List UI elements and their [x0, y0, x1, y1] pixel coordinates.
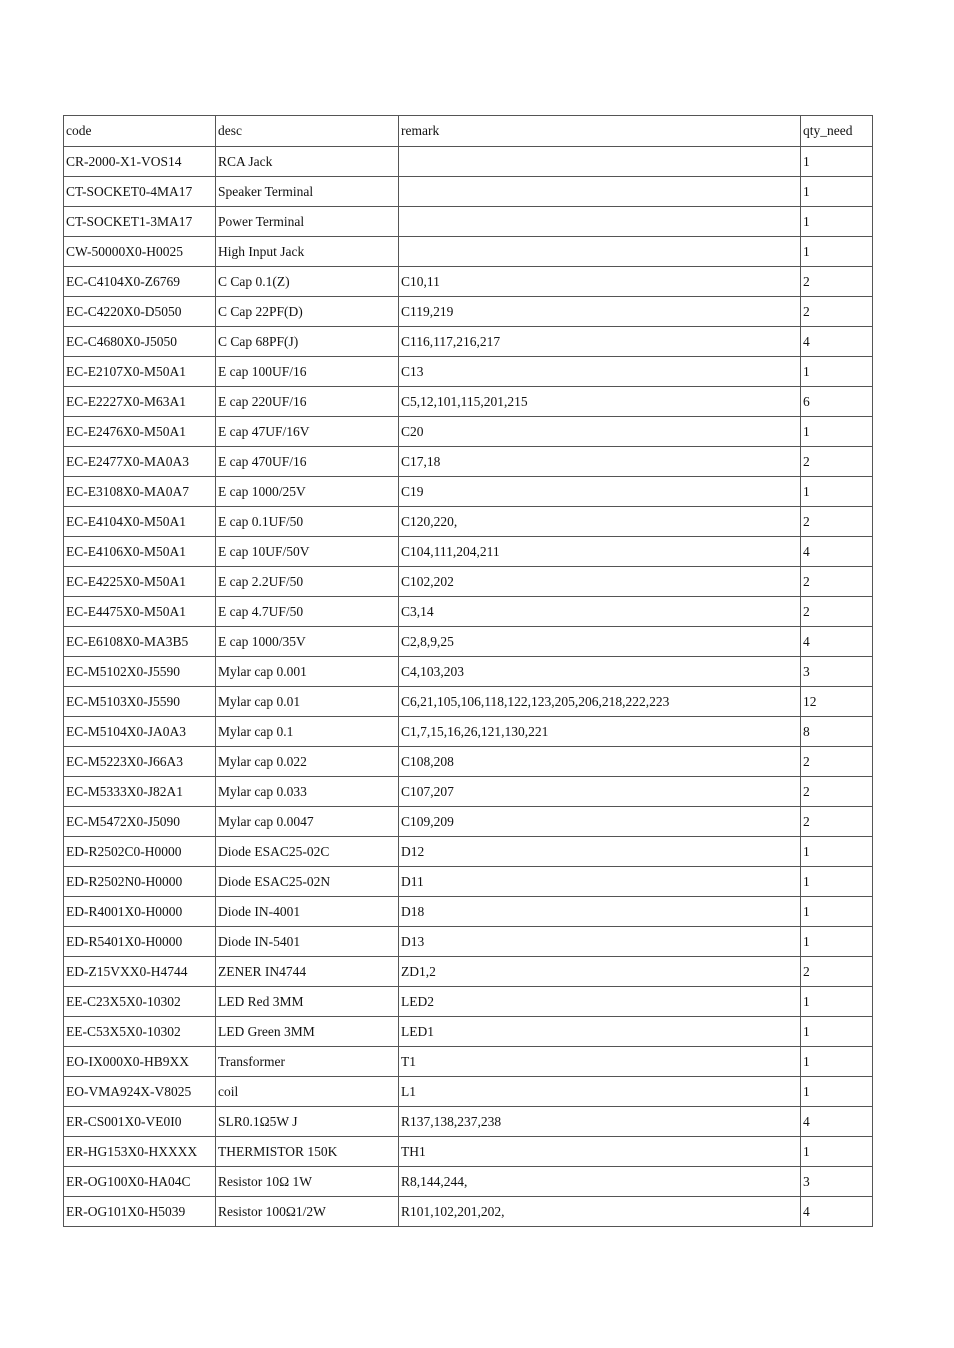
cell-desc: E cap 100UF/16 — [216, 357, 399, 387]
cell-remark: R8,144,244, — [399, 1167, 801, 1197]
table-row — [64, 1077, 873, 1107]
cell-desc: E cap 4.7UF/50 — [216, 597, 399, 627]
header-remark: remark — [399, 116, 801, 147]
cell-desc: E cap 10UF/50V — [216, 537, 399, 567]
cell-qty-need: 2 — [801, 267, 873, 297]
table-row — [64, 1107, 873, 1137]
cell-qty-need: 1 — [801, 987, 873, 1017]
cell-code: EC-M5223X0-J66A3 — [64, 747, 216, 777]
cell-qty-need: 1 — [801, 147, 873, 177]
table-row — [64, 447, 873, 477]
cell-remark: C6,21,105,106,118,122,123,205,206,218,222,223 — [399, 687, 801, 717]
cell-desc: E cap 470UF/16 — [216, 447, 399, 477]
cell-remark: R137,138,237,238 — [399, 1107, 801, 1137]
table-row — [64, 987, 873, 1017]
cell-code: ED-R4001X0-H0000 — [64, 897, 216, 927]
cell-qty-need: 2 — [801, 297, 873, 327]
cell-remark: LED2 — [399, 987, 801, 1017]
table-row — [64, 837, 873, 867]
table-row — [64, 537, 873, 567]
cell-code: EC-M5333X0-J82A1 — [64, 777, 216, 807]
cell-qty-need: 1 — [801, 1017, 873, 1047]
table-row — [64, 777, 873, 807]
cell-remark: C3,14 — [399, 597, 801, 627]
cell-code: EC-M5472X0-J5090 — [64, 807, 216, 837]
cell-remark — [399, 237, 801, 267]
cell-remark: C120,220, — [399, 507, 801, 537]
cell-desc: E cap 0.1UF/50 — [216, 507, 399, 537]
cell-code: EC-C4680X0-J5050 — [64, 327, 216, 357]
table-row — [64, 897, 873, 927]
cell-qty-need: 1 — [801, 207, 873, 237]
cell-code: ER-OG101X0-H5039 — [64, 1197, 216, 1227]
cell-remark: C2,8,9,25 — [399, 627, 801, 657]
cell-qty-need: 3 — [801, 1167, 873, 1197]
cell-desc: Diode IN-5401 — [216, 927, 399, 957]
cell-qty-need: 1 — [801, 477, 873, 507]
cell-code: EC-E4225X0-M50A1 — [64, 567, 216, 597]
cell-code: EC-M5104X0-JA0A3 — [64, 717, 216, 747]
cell-qty-need: 3 — [801, 657, 873, 687]
cell-code: EC-E4475X0-M50A1 — [64, 597, 216, 627]
cell-code: EE-C53X5X0-10302 — [64, 1017, 216, 1047]
table-row — [64, 687, 873, 717]
cell-remark: T1 — [399, 1047, 801, 1077]
cell-code: EC-E2227X0-M63A1 — [64, 387, 216, 417]
cell-code: EO-IX000X0-HB9XX — [64, 1047, 216, 1077]
cell-qty-need: 4 — [801, 537, 873, 567]
table-row — [64, 807, 873, 837]
cell-remark: C19 — [399, 477, 801, 507]
table-row — [64, 597, 873, 627]
cell-desc: Diode ESAC25-02N — [216, 867, 399, 897]
cell-desc: High Input Jack — [216, 237, 399, 267]
table-row — [64, 747, 873, 777]
cell-desc: SLR0.1Ω5W J — [216, 1107, 399, 1137]
cell-code: EC-M5103X0-J5590 — [64, 687, 216, 717]
cell-qty-need: 1 — [801, 1137, 873, 1167]
cell-desc: Power Terminal — [216, 207, 399, 237]
cell-qty-need: 6 — [801, 387, 873, 417]
header-qty-need: qty_need — [801, 116, 873, 147]
cell-qty-need: 2 — [801, 747, 873, 777]
cell-code: ED-R5401X0-H0000 — [64, 927, 216, 957]
cell-code: EO-VMA924X-V8025 — [64, 1077, 216, 1107]
cell-code: ED-R2502N0-H0000 — [64, 867, 216, 897]
parts-table — [63, 115, 873, 1227]
cell-desc: C Cap 0.1(Z) — [216, 267, 399, 297]
cell-code: EC-M5102X0-J5590 — [64, 657, 216, 687]
cell-desc: C Cap 22PF(D) — [216, 297, 399, 327]
cell-desc: E cap 47UF/16V — [216, 417, 399, 447]
table-row — [64, 327, 873, 357]
cell-remark: D18 — [399, 897, 801, 927]
cell-remark: C119,219 — [399, 297, 801, 327]
table-row — [64, 567, 873, 597]
table-row — [64, 417, 873, 447]
cell-qty-need: 2 — [801, 807, 873, 837]
cell-remark: C4,103,203 — [399, 657, 801, 687]
cell-qty-need: 4 — [801, 1107, 873, 1137]
table-row — [64, 147, 873, 177]
cell-remark: D11 — [399, 867, 801, 897]
cell-remark: C116,117,216,217 — [399, 327, 801, 357]
cell-desc: Speaker Terminal — [216, 177, 399, 207]
cell-qty-need: 2 — [801, 777, 873, 807]
header-desc: desc — [216, 116, 399, 147]
cell-qty-need: 2 — [801, 957, 873, 987]
cell-code: EC-C4220X0-D5050 — [64, 297, 216, 327]
cell-remark: L1 — [399, 1077, 801, 1107]
cell-code: CR-2000-X1-VOS14 — [64, 147, 216, 177]
cell-code: EE-C23X5X0-10302 — [64, 987, 216, 1017]
cell-remark: C1,7,15,16,26,121,130,221 — [399, 717, 801, 747]
cell-qty-need: 4 — [801, 627, 873, 657]
cell-qty-need: 1 — [801, 237, 873, 267]
cell-desc: C Cap 68PF(J) — [216, 327, 399, 357]
cell-remark: D12 — [399, 837, 801, 867]
cell-desc: THERMISTOR 150K — [216, 1137, 399, 1167]
cell-code: ED-Z15VXX0-H4744 — [64, 957, 216, 987]
cell-remark: C108,208 — [399, 747, 801, 777]
cell-desc: LED Red 3MM — [216, 987, 399, 1017]
cell-code: EC-E4106X0-M50A1 — [64, 537, 216, 567]
table-row — [64, 387, 873, 417]
cell-desc: Mylar cap 0.1 — [216, 717, 399, 747]
table-row — [64, 1047, 873, 1077]
cell-qty-need: 1 — [801, 417, 873, 447]
table-row — [64, 1137, 873, 1167]
cell-code: CW-50000X0-H0025 — [64, 237, 216, 267]
table-row — [64, 507, 873, 537]
cell-remark: C104,111,204,211 — [399, 537, 801, 567]
cell-remark — [399, 147, 801, 177]
cell-remark: C20 — [399, 417, 801, 447]
table-row — [64, 1017, 873, 1047]
table-row — [64, 1197, 873, 1227]
cell-qty-need: 2 — [801, 507, 873, 537]
cell-qty-need: 1 — [801, 357, 873, 387]
cell-qty-need: 1 — [801, 897, 873, 927]
cell-desc: Diode ESAC25-02C — [216, 837, 399, 867]
cell-remark: C17,18 — [399, 447, 801, 477]
cell-remark — [399, 207, 801, 237]
cell-desc: Mylar cap 0.033 — [216, 777, 399, 807]
cell-desc: E cap 1000/25V — [216, 477, 399, 507]
cell-code: EC-E2476X0-M50A1 — [64, 417, 216, 447]
cell-remark: C10,11 — [399, 267, 801, 297]
cell-desc: E cap 2.2UF/50 — [216, 567, 399, 597]
table-row — [64, 297, 873, 327]
table-row — [64, 177, 873, 207]
cell-remark: R101,102,201,202, — [399, 1197, 801, 1227]
cell-qty-need: 1 — [801, 837, 873, 867]
cell-desc: coil — [216, 1077, 399, 1107]
table-body — [64, 147, 873, 1227]
cell-qty-need: 1 — [801, 1077, 873, 1107]
cell-desc: Resistor 10Ω 1W — [216, 1167, 399, 1197]
cell-code: ED-R2502C0-H0000 — [64, 837, 216, 867]
cell-desc: Mylar cap 0.0047 — [216, 807, 399, 837]
cell-qty-need: 12 — [801, 687, 873, 717]
cell-desc: E cap 1000/35V — [216, 627, 399, 657]
table-row — [64, 957, 873, 987]
cell-remark: D13 — [399, 927, 801, 957]
table-row — [64, 717, 873, 747]
cell-qty-need: 2 — [801, 567, 873, 597]
cell-code: EC-C4104X0-Z6769 — [64, 267, 216, 297]
cell-qty-need: 1 — [801, 1047, 873, 1077]
table-row — [64, 627, 873, 657]
cell-code: EC-E4104X0-M50A1 — [64, 507, 216, 537]
cell-remark: C102,202 — [399, 567, 801, 597]
table-row — [64, 1167, 873, 1197]
cell-desc: E cap 220UF/16 — [216, 387, 399, 417]
cell-code: ER-OG100X0-HA04C — [64, 1167, 216, 1197]
cell-remark: C109,209 — [399, 807, 801, 837]
cell-remark: ZD1,2 — [399, 957, 801, 987]
cell-code: EC-E6108X0-MA3B5 — [64, 627, 216, 657]
table-row — [64, 237, 873, 267]
cell-qty-need: 2 — [801, 447, 873, 477]
cell-qty-need: 1 — [801, 867, 873, 897]
cell-code: ER-CS001X0-VE0I0 — [64, 1107, 216, 1137]
cell-desc: Mylar cap 0.01 — [216, 687, 399, 717]
cell-desc: ZENER IN4744 — [216, 957, 399, 987]
cell-desc: Transformer — [216, 1047, 399, 1077]
cell-qty-need: 8 — [801, 717, 873, 747]
cell-qty-need: 1 — [801, 927, 873, 957]
cell-remark: C5,12,101,115,201,215 — [399, 387, 801, 417]
cell-code: EC-E3108X0-MA0A7 — [64, 477, 216, 507]
table-row — [64, 357, 873, 387]
header-code: code — [64, 116, 216, 147]
cell-remark — [399, 177, 801, 207]
cell-qty-need: 4 — [801, 327, 873, 357]
cell-desc: Diode IN-4001 — [216, 897, 399, 927]
cell-desc: Mylar cap 0.022 — [216, 747, 399, 777]
table-row — [64, 477, 873, 507]
cell-remark: LED1 — [399, 1017, 801, 1047]
cell-remark: C107,207 — [399, 777, 801, 807]
cell-desc: Resistor 100Ω1/2W — [216, 1197, 399, 1227]
cell-code: CT-SOCKET1-3MA17 — [64, 207, 216, 237]
cell-qty-need: 1 — [801, 177, 873, 207]
cell-code: EC-E2477X0-MA0A3 — [64, 447, 216, 477]
cell-code: ER-HG153X0-HXXXX — [64, 1137, 216, 1167]
table-row — [64, 927, 873, 957]
cell-desc: LED Green 3MM — [216, 1017, 399, 1047]
cell-remark: C13 — [399, 357, 801, 387]
cell-desc: Mylar cap 0.001 — [216, 657, 399, 687]
table-header-row — [64, 116, 873, 147]
cell-code: CT-SOCKET0-4MA17 — [64, 177, 216, 207]
cell-code: EC-E2107X0-M50A1 — [64, 357, 216, 387]
cell-qty-need: 4 — [801, 1197, 873, 1227]
cell-desc: RCA Jack — [216, 147, 399, 177]
table-row — [64, 867, 873, 897]
cell-qty-need: 2 — [801, 597, 873, 627]
table-row — [64, 267, 873, 297]
table-row — [64, 657, 873, 687]
table-row — [64, 207, 873, 237]
cell-remark: TH1 — [399, 1137, 801, 1167]
